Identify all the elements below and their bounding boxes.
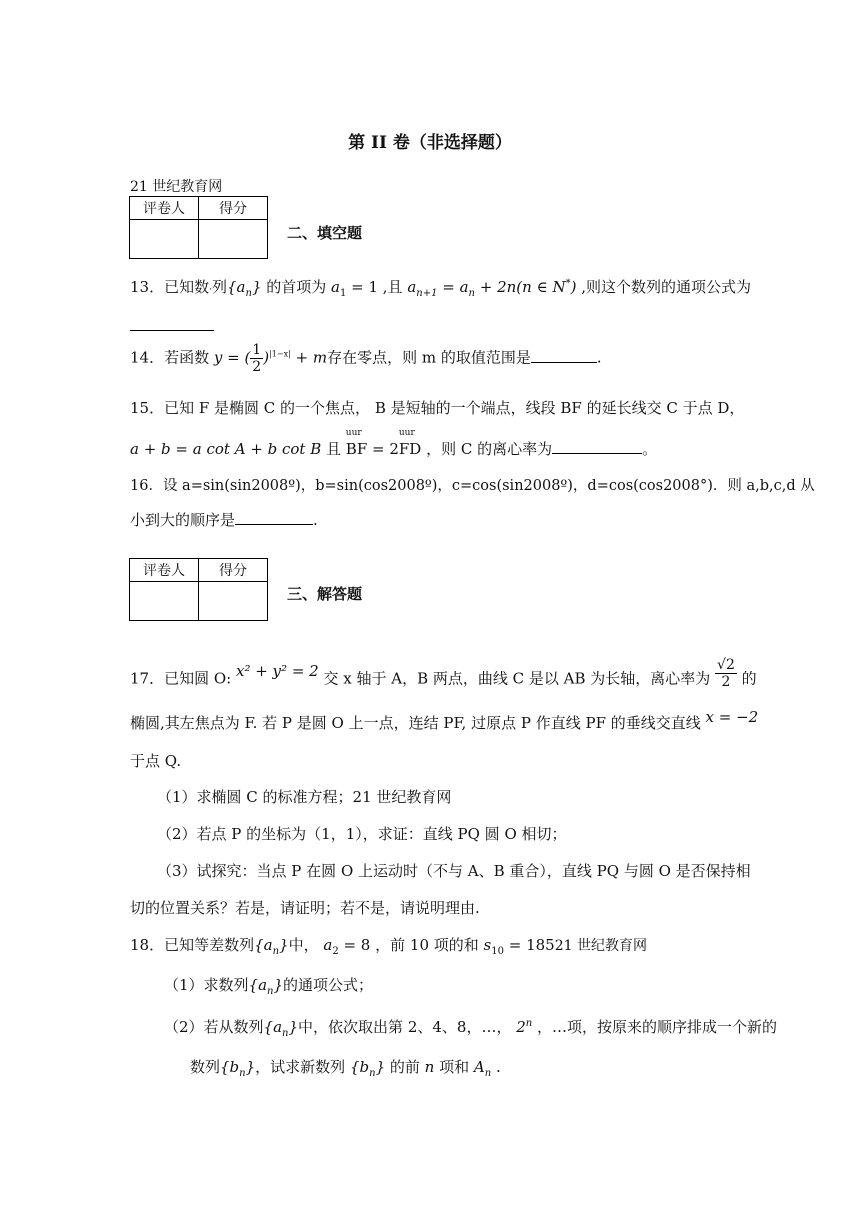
grader-cell [130, 582, 199, 621]
section-fill-in: 二、填空题 [287, 224, 363, 242]
page-title: 第 II 卷（非选择题） [348, 133, 512, 153]
question-14: 14．若函数 y = ( $\frac{1}{2}$ )$^{|1-x|}$ + m存在零点，则 m 的取值范围是 . [130, 342, 602, 375]
grader-header: 评卷人 [130, 559, 199, 582]
score-cell [199, 220, 268, 259]
fraction-half: $\frac{1}{2}$ [252, 342, 262, 375]
question-15-line2: a + b = a cot A + b cot B 且 uur BF = 2 uur FD ，则 C 的离心率为 。 [130, 428, 658, 458]
question-17-line3: 于点 Q. [130, 752, 182, 770]
answer-blank-14[interactable] [531, 362, 597, 363]
question-17-part3-line1: （3）试探究：当点 P 在圆 O 上运动时（不与 A、B 重合），直线 PQ 与圆 O 是否保持相 [157, 862, 751, 880]
question-13: 13．已知数·列$\{a_n\}$ 的首项为 $a_1 = 1$ ,且 $a_{n+1} = a_n + 2n(n$ ∈ N*) ,则这个数列的通项公式为 [130, 278, 751, 299]
question-17-line1: 17．已知圆 O: x² + y² = 2 交 x 轴于 A，B 两点，曲线 C 是以 AB 为长轴，离心率为 $\frac{√2}{2}$ 的 [130, 657, 757, 690]
score-table-2 [129, 558, 268, 621]
grader-cell [130, 220, 199, 259]
question-18-part1: （1）求数列$\{a_n\}$的通项公式； [164, 976, 374, 997]
question-18: 18．已知等差数列$\{a_n\}$中， $a_2 = 8$ ，前 10 项的和 $s_{10} = 18521$ 世纪教育网 [130, 936, 647, 957]
question-16-line2: 小到大的顺序是 . [130, 511, 318, 529]
question-17-line2: 椭圆,其左焦点为 F. 若 P 是圆 O 上一点，连结 PF, 过原点 P 作直线 PF 的垂线交直线 x = −2 [130, 708, 759, 732]
eccentricity-fraction: $\frac{√2}{2}$ [717, 657, 735, 690]
answer-blank-13[interactable] [130, 316, 214, 331]
question-17-part3-line2: 切的位置关系？若是，请证明；若不是，请说明理由. [130, 899, 480, 917]
question-18-part2-line2: 数列$\{b_n\}$，试求新数列 $\{b_n\}$ 的前 n 项和 $A_n$ . [190, 1058, 501, 1079]
grader-header: 评卷人 [130, 197, 199, 220]
score-header: 得分 [199, 197, 268, 220]
question-17-part2: （2）若点 P 的坐标为（1，1），求证：直线 PQ 圆 O 相切； [157, 825, 567, 843]
question-18-part2: （2）若从数列$\{a_n\}$中，依次取出第 2、4、8，…， 2$^n$ ，…项，按原来的顺序排成一个新的 [164, 1018, 777, 1039]
score-header: 得分 [199, 559, 268, 582]
question-15-line1: 15．已知 F 是椭圆 C 的一个焦点， B 是短轴的一个端点，线段 BF 的延长线交 C 于点 D， [130, 399, 745, 417]
section-solve: 三、解答题 [287, 585, 363, 603]
answer-blank-16[interactable] [235, 524, 313, 525]
answer-blank-15[interactable] [552, 453, 642, 454]
question-17-part1: （1）求椭圆 C 的标准方程；21 世纪教育网 [157, 788, 452, 806]
site-label: 21 世纪教育网 [130, 179, 223, 195]
score-table-1 [129, 196, 268, 259]
score-cell [199, 582, 268, 621]
question-16-line1: 16．设 a=sin(sin2008º)，b=sin(cos2008º)，c=cos(sin2008º)，d=cos(cos2008°)．则 a,b,c,d 从 [130, 478, 815, 494]
